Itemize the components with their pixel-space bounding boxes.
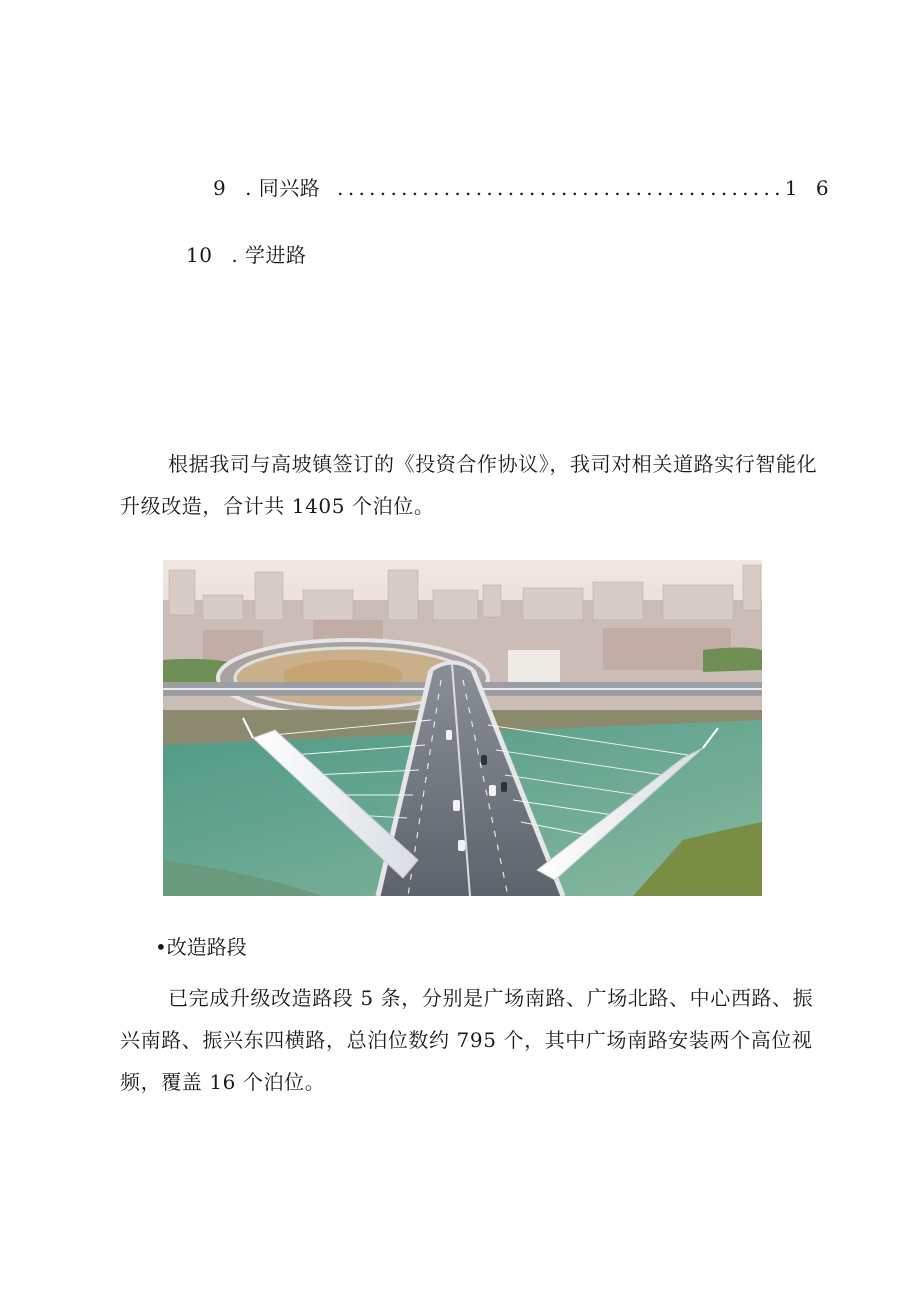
toc-page-number: 1 6 bbox=[784, 176, 835, 200]
toc-leader-dots: .......................................... bbox=[337, 176, 785, 200]
toc-number: 10 bbox=[186, 243, 213, 267]
bullet-icon: • bbox=[155, 935, 167, 959]
toc-number: 9 bbox=[213, 176, 227, 200]
toc-entry-9[interactable] bbox=[213, 172, 835, 201]
intro-paragraph: 根据我司与高坡镇签订的《投资合作协议》，我司对相关道路实行智能化升级改造，合计共 1405 个泊位。 bbox=[120, 452, 818, 518]
toc-title: . 同兴路 bbox=[245, 176, 321, 200]
bridge-aerial-photo bbox=[163, 560, 762, 896]
section-paragraph: 已完成升级改造路段 5 条，分别是广场南路、广场北路、中心西路、振兴南路、振兴东四横路，总泊位数约 795 个，其中广场南路安装两个高位视频，覆盖 16 个泊位。 bbox=[120, 986, 814, 1094]
toc-title: . 学进路 bbox=[231, 243, 307, 267]
section-heading-text: 改造路段 bbox=[166, 935, 247, 959]
section-heading bbox=[155, 931, 247, 960]
toc-entry-10[interactable] bbox=[186, 239, 307, 268]
